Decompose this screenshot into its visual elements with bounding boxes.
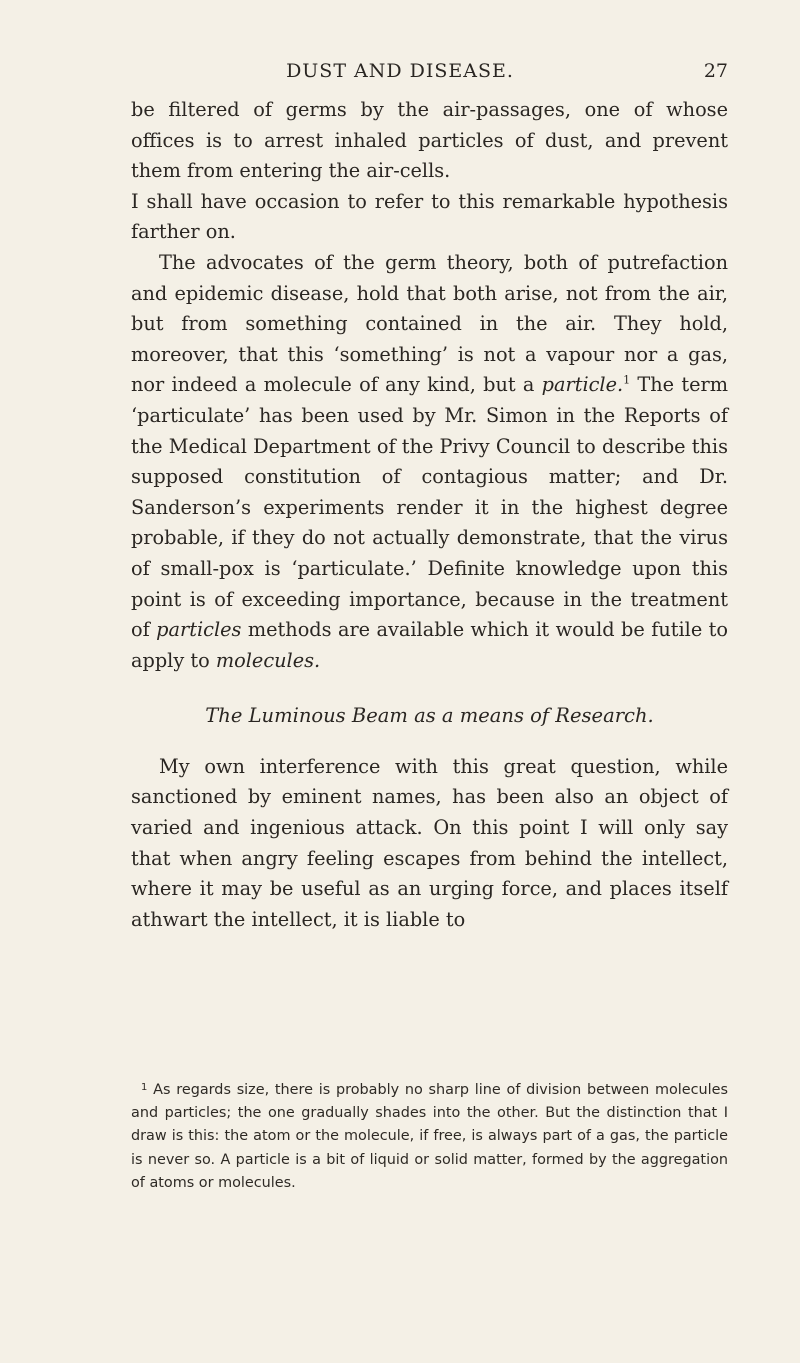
- paragraph-interference: My own interference with this great question, while sanctioned by eminent names, has been also an object of varied and ingenious attack. On this point I will only say that when angry feeling escapes from behind the intellect, where it may be useful as an urging force, and places itself athwart the intellect, it is liable to: [131, 754, 728, 931]
- paragraph-hypothesis: I shall have occasion to refer to this remarkable hypothesis farther on.: [131, 189, 728, 244]
- running-title: DUST AND DISEASE.: [286, 60, 514, 82]
- body-text: [131, 95, 728, 935]
- footnote-mark: 1: [141, 1082, 148, 1093]
- footnote: [131, 1076, 728, 1195]
- italic-molecules: molecules.: [215, 648, 321, 672]
- italic-particle: particle.: [541, 373, 624, 397]
- section-heading: The Luminous Beam as a means of Research.: [205, 704, 654, 728]
- germ-theory-text-1: The advocates of the germ theory, both of putrefaction and epidemic disease, hold that both arise, not from the air, but from something contained in the air. They hold, moreover, that this ‘something’ is not a vapour nor a gas, nor indeed a molecule of any kind, but a: [131, 250, 728, 397]
- page-number: 27: [703, 60, 728, 82]
- paragraph-germ-theory: [131, 248, 728, 676]
- italic-particles: particles: [156, 618, 242, 642]
- footnote-reference: 1: [623, 373, 631, 387]
- germ-theory-text-2: The term ‘particulate’ has been used by Mr. Simon in the Reports of the Medical Department of the Privy Council to describe this supposed constitution of contagious matter; and Dr. Sanderson’s experiments render it in the highest degree probable, if they do not actually demonstrate, that the virus of small-pox is ‘particulate.’ Definite knowledge upon this point is of exceeding importance, because in the treatment of: [131, 373, 728, 642]
- germ-theory-text-3: methods are available which it would be futile to apply to: [131, 618, 729, 672]
- paragraph-continuation: be filtered of germs by the air-passages, one of whose offices is to arrest inhaled particles of dust, and prevent them from entering the air-cells.: [131, 98, 728, 183]
- footnote-text: As regards size, there is probably no sharp line of division between molecules and particles; the one gradually shades into the other. But the distinction that I draw is this: the atom or the molecule, if free, is always part of a gas, the particle is never so. A particle is a bit of liquid or solid matter, formed by the aggregation of atoms or molecules.: [131, 1082, 729, 1191]
- running-head: [0, 60, 800, 90]
